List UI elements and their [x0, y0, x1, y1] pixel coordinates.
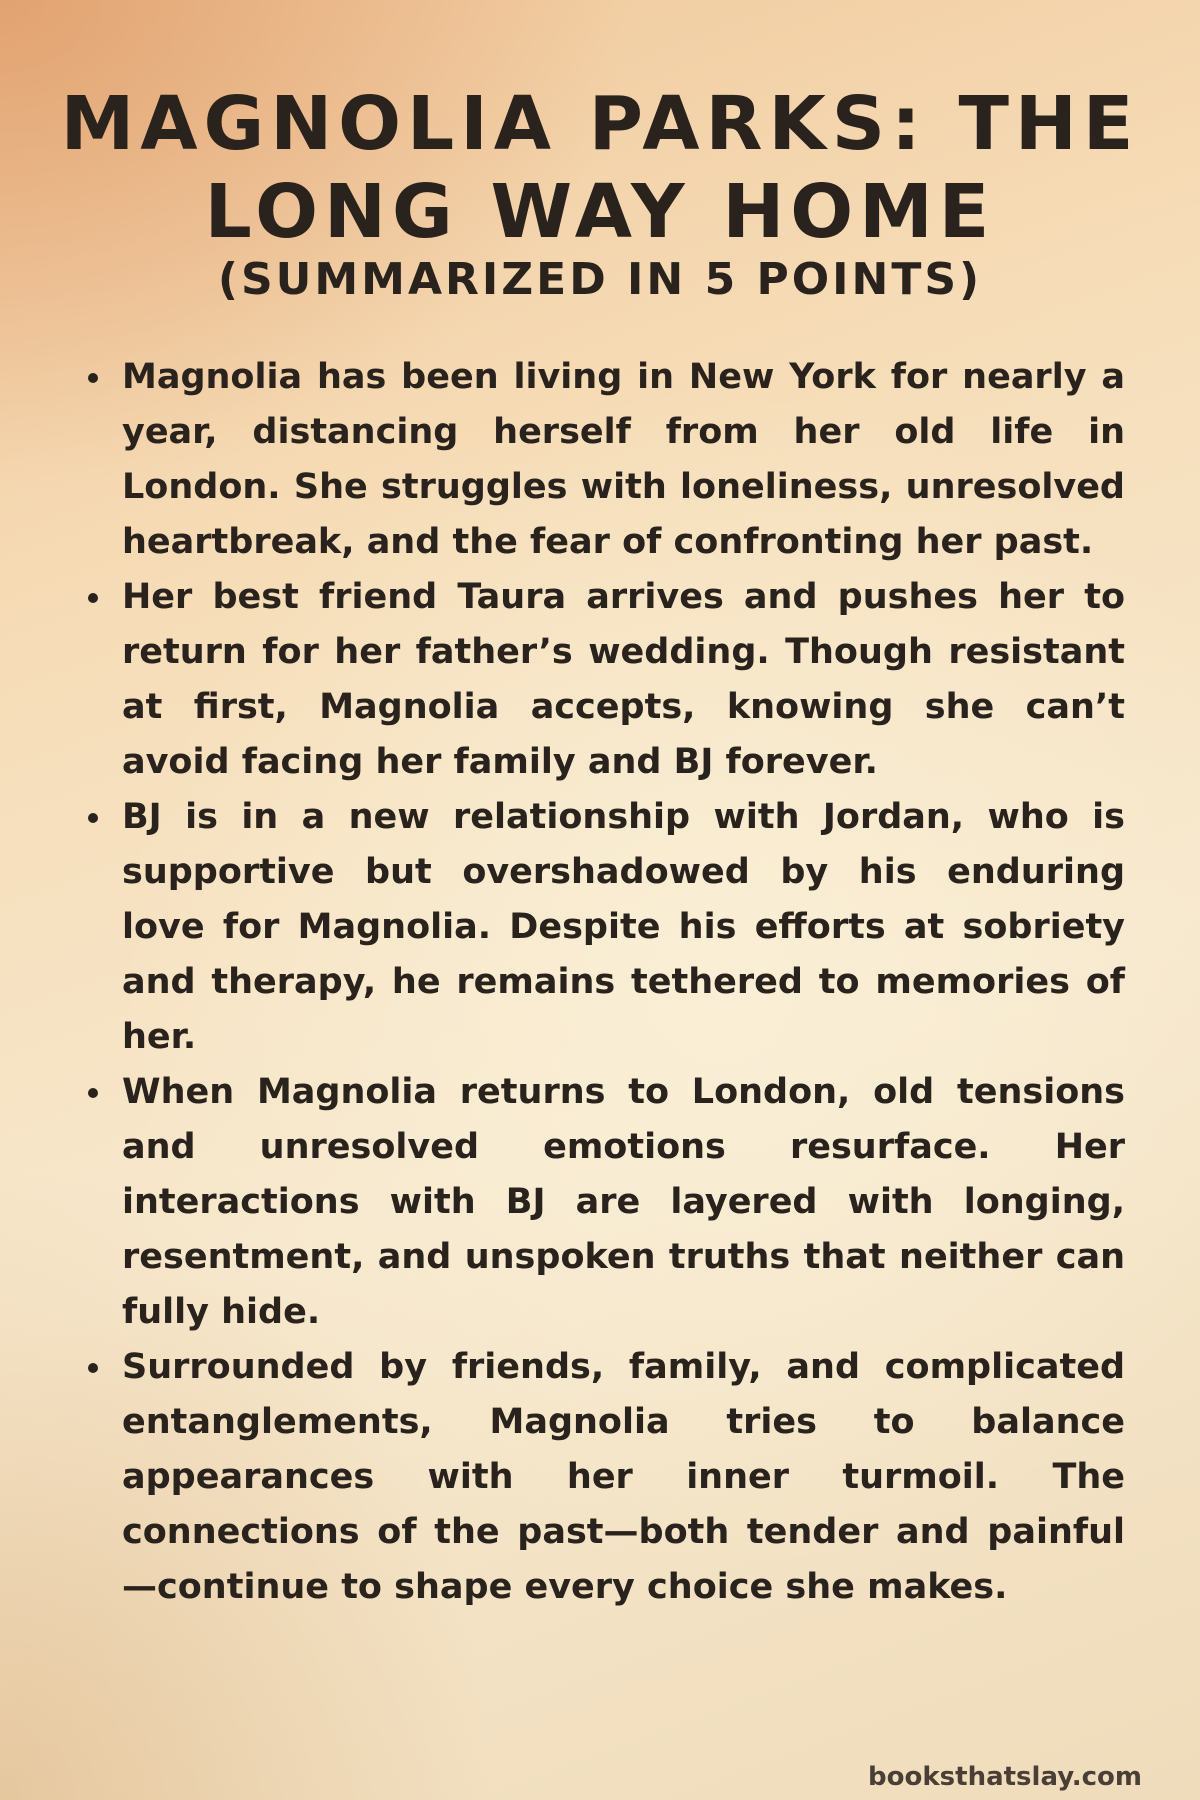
summary-point-text: Surrounded by friends, family, and complicated entanglements, Magnolia tries to balance appearances with her inner turmoil. The connections of the past—both tender and painful—continue to shape every choice she makes.	[122, 1347, 1125, 1607]
page-subtitle: (SUMMARIZED IN 5 POINTS)	[217, 254, 983, 305]
summary-point-2	[122, 570, 1125, 790]
summary-point-text: Magnolia has been living in New York for nearly a year, distancing herself from her old life in London. She struggles with loneliness, unresolved heartbreak, and the fear of confronting her past.	[122, 357, 1125, 562]
summary-point-text: BJ is in a new relationship with Jordan, who is supportive but overshadowed by his enduring love for Magnolia. Despite his efforts at sobriety and therapy, he remains tethered to memories of her.	[122, 797, 1125, 1057]
bullet-dot-icon	[88, 1088, 98, 1098]
summary-point-5	[122, 1340, 1125, 1615]
bullet-dot-icon	[88, 373, 98, 383]
site-watermark: booksthatslay.com	[868, 1762, 1142, 1792]
title-line-2: LONG WAY HOME	[204, 168, 996, 255]
summary-points-list	[122, 350, 1125, 1615]
bullet-dot-icon	[88, 1363, 98, 1373]
summary-point-4	[122, 1065, 1125, 1340]
summary-point-text: Her best friend Taura arrives and pushes her to return for her father’s wedding. Though resistant at first, Magnolia accepts, knowing she can’t avoid facing her family and BJ forever.	[122, 577, 1125, 782]
summary-point-1	[122, 350, 1125, 570]
title-line-1: MAGNOLIA PARKS: THE	[60, 80, 1140, 167]
bullet-dot-icon	[88, 593, 98, 603]
summary-point-3	[122, 790, 1125, 1065]
page-title	[0, 80, 1200, 256]
summary-point-text: When Magnolia returns to London, old tensions and unresolved emotions resurface. Her interactions with BJ are layered with longing, resentment, and unspoken truths that neither can fully hide.	[122, 1072, 1125, 1332]
bullet-dot-icon	[88, 813, 98, 823]
